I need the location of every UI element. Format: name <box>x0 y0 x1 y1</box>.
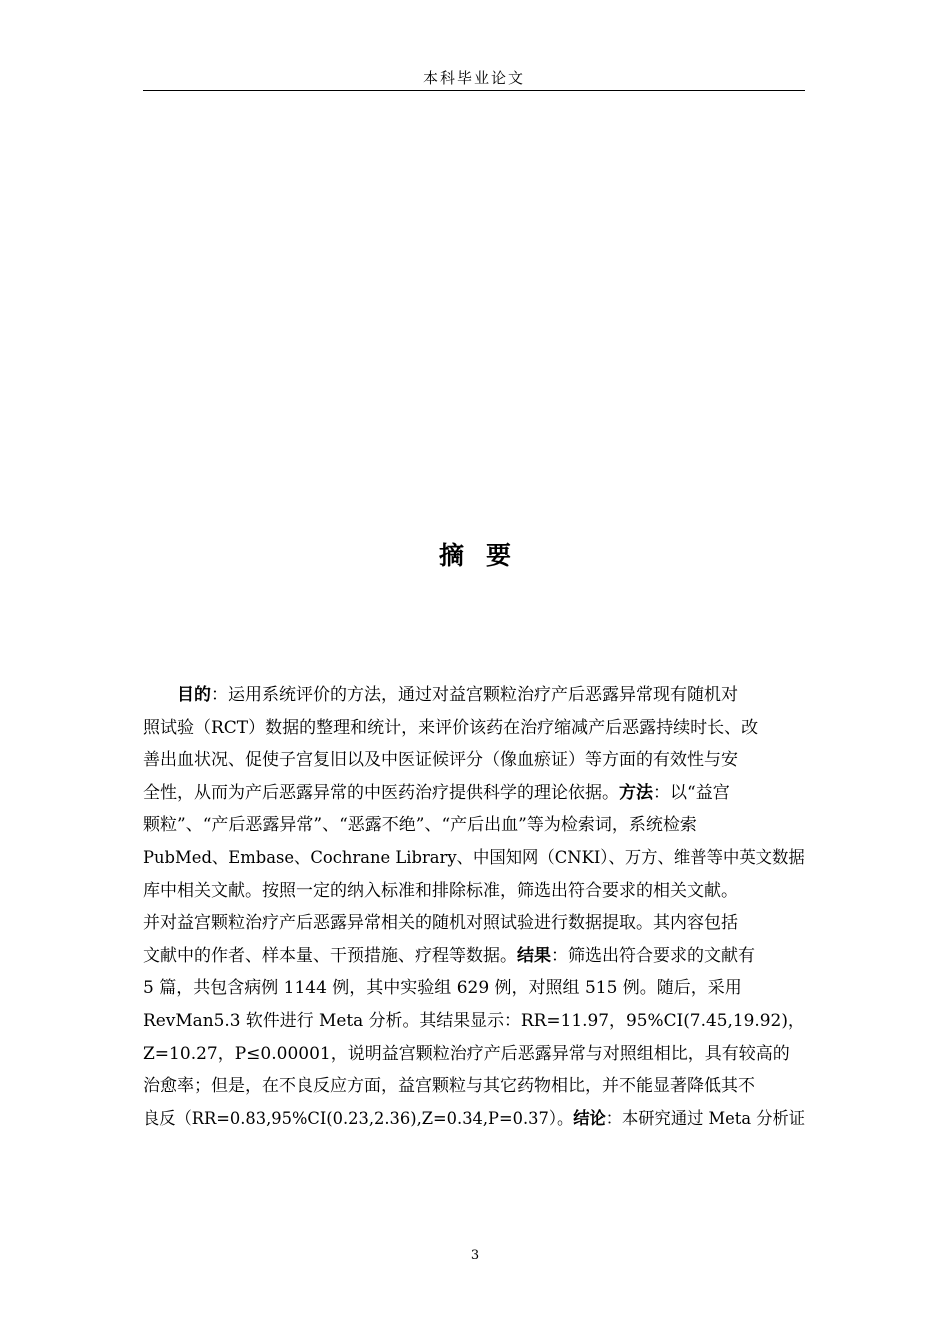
header-title: 本科毕业论文 <box>422 69 525 87</box>
abstract-text: 颗粒”、“产后恶露异常”、“恶露不绝”、“产后出血”等为检索词，系统检索 <box>143 815 697 836</box>
abstract-line <box>143 1005 805 1038</box>
abstract-text: Z=10.27，P≤0.00001，说明益宫颗粒治疗产后恶露异常与对照组相比，具有较高的 <box>143 1043 790 1064</box>
abstract-text: 5 篇，共包含病例 1144 例，其中实验组 629 例，对照组 515 例。随后，采用 <box>143 978 742 999</box>
abstract-text: RevMan5.3 软件进行 Meta 分析。其结果显示：RR=11.97，95%CI(7.45,19.92)， <box>143 1010 805 1031</box>
abstract-text: ：以“益宫 <box>653 782 730 803</box>
abstract-line <box>143 777 805 810</box>
methods-label: 方法 <box>619 782 653 803</box>
abstract-title: 摘要 <box>438 541 533 570</box>
abstract-line <box>143 1070 805 1103</box>
abstract-line <box>143 679 805 712</box>
abstract-text: 库中相关文献。按照一定的纳入标准和排除标准，筛选出符合要求的相关文献。 <box>143 880 738 901</box>
abstract-line <box>143 875 805 908</box>
abstract-text: 良反（RR=0.83,95%CI(0.23,2.36),Z=0.34,P=0.37）。 <box>143 1108 574 1129</box>
abstract-line <box>143 712 805 745</box>
results-label: 结果 <box>517 945 551 966</box>
abstract-text: ：本研究通过 Meta 分析证 <box>605 1108 805 1129</box>
abstract-line <box>143 940 805 973</box>
abstract-line <box>143 907 805 940</box>
abstract-text: 全性，从而为产后恶露异常的中医药治疗提供科学的理论依据。 <box>143 782 619 803</box>
abstract-text: 并对益宫颗粒治疗产后恶露异常相关的随机对照试验进行数据提取。其内容包括 <box>143 913 738 934</box>
abstract-line <box>143 809 805 842</box>
abstract-text: 文献中的作者、样本量、干预措施、疗程等数据。 <box>143 945 517 966</box>
abstract-line <box>143 744 805 777</box>
abstract-line <box>143 1038 805 1071</box>
conclusion-label: 结论 <box>573 1108 606 1129</box>
abstract-body <box>143 679 805 1135</box>
abstract-text: 善出血状况、促使子宫复旧以及中医证候评分（像血瘀证）等方面的有效性与安 <box>143 750 738 771</box>
abstract-text: ：筛选出符合要求的文献有 <box>551 945 755 966</box>
abstract-text: 治愈率；但是，在不良反应方面，益宫颗粒与其它药物相比，并不能显著降低其不 <box>143 1076 755 1097</box>
abstract-text: 照试验（RCT）数据的整理和统计，来评价该药在治疗缩减产后恶露持续时长、改 <box>143 717 759 738</box>
abstract-text: PubMed、Embase、Cochrane Library、中国知网（CNKI）、万方、维普等中英文数据 <box>143 847 805 868</box>
abstract-line <box>143 1103 805 1136</box>
abstract-line <box>143 842 805 875</box>
page-header <box>143 66 805 91</box>
abstract-line <box>143 972 805 1005</box>
objective-label: 目的 <box>177 685 211 705</box>
page-number: 3 <box>470 1248 480 1263</box>
abstract-text: ：运用系统评价的方法，通过对益宫颗粒治疗产后恶露异常现有随机对 <box>211 685 738 705</box>
